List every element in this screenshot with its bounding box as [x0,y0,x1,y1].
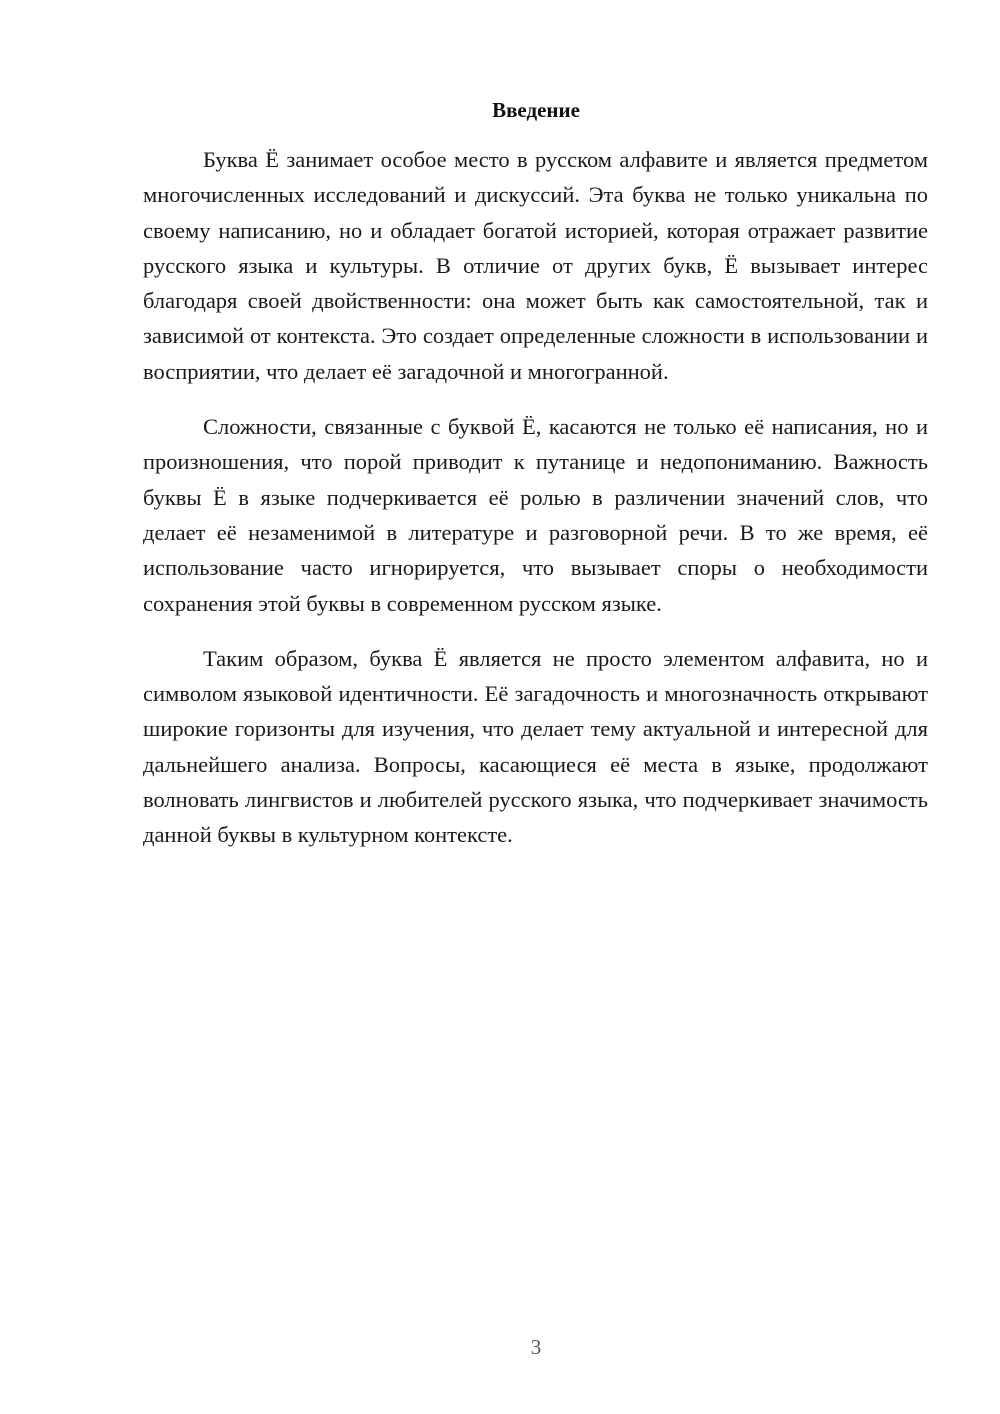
paragraph-2: Сложности, связанные с буквой Ё, касаются не только её написания, но и произношения, что порой приводит к путанице и недопониманию. Важность буквы Ё в языке подчеркивается её ролью в различении значений слов, что делает её незаменимой в литературе и разговорной речи. В то же время, её использование часто игнорируется, что вызывает споры о необходимости сохранения этой буквы в современном русском языке. [143,414,928,616]
paragraph-1: Буква Ё занимает особое место в русском алфавите и является предметом многочисленных исследований и дискуссий. Эта буква не только уникальна по своему написанию, но и обладает богатой историей, которая отражает развитие русского языка и культуры. В отличие от других букв, Ё вызывает интерес благодаря своей двойственности: она может быть как самостоятельной, так и зависимой от контекста. Это создает определенные сложности в использовании и восприятии, что делает её загадочной и многогранной. [143,147,928,384]
body-text [143,142,928,873]
page-number: 3 [530,1335,542,1359]
paragraph-3: Таким образом, буква Ё является не просто элементом алфавита, но и символом языковой идентичности. Её загадочность и многозначность открывают широкие горизонты для изучения, что делает тему актуальной и интересной для дальнейшего анализа. Вопросы, касающиеся её места в языке, продолжают волновать лингвистов и любителей русского языка, что подчеркивает значимость данной буквы в культурном контексте. [143,645,928,848]
page-title: Введение [492,98,580,122]
